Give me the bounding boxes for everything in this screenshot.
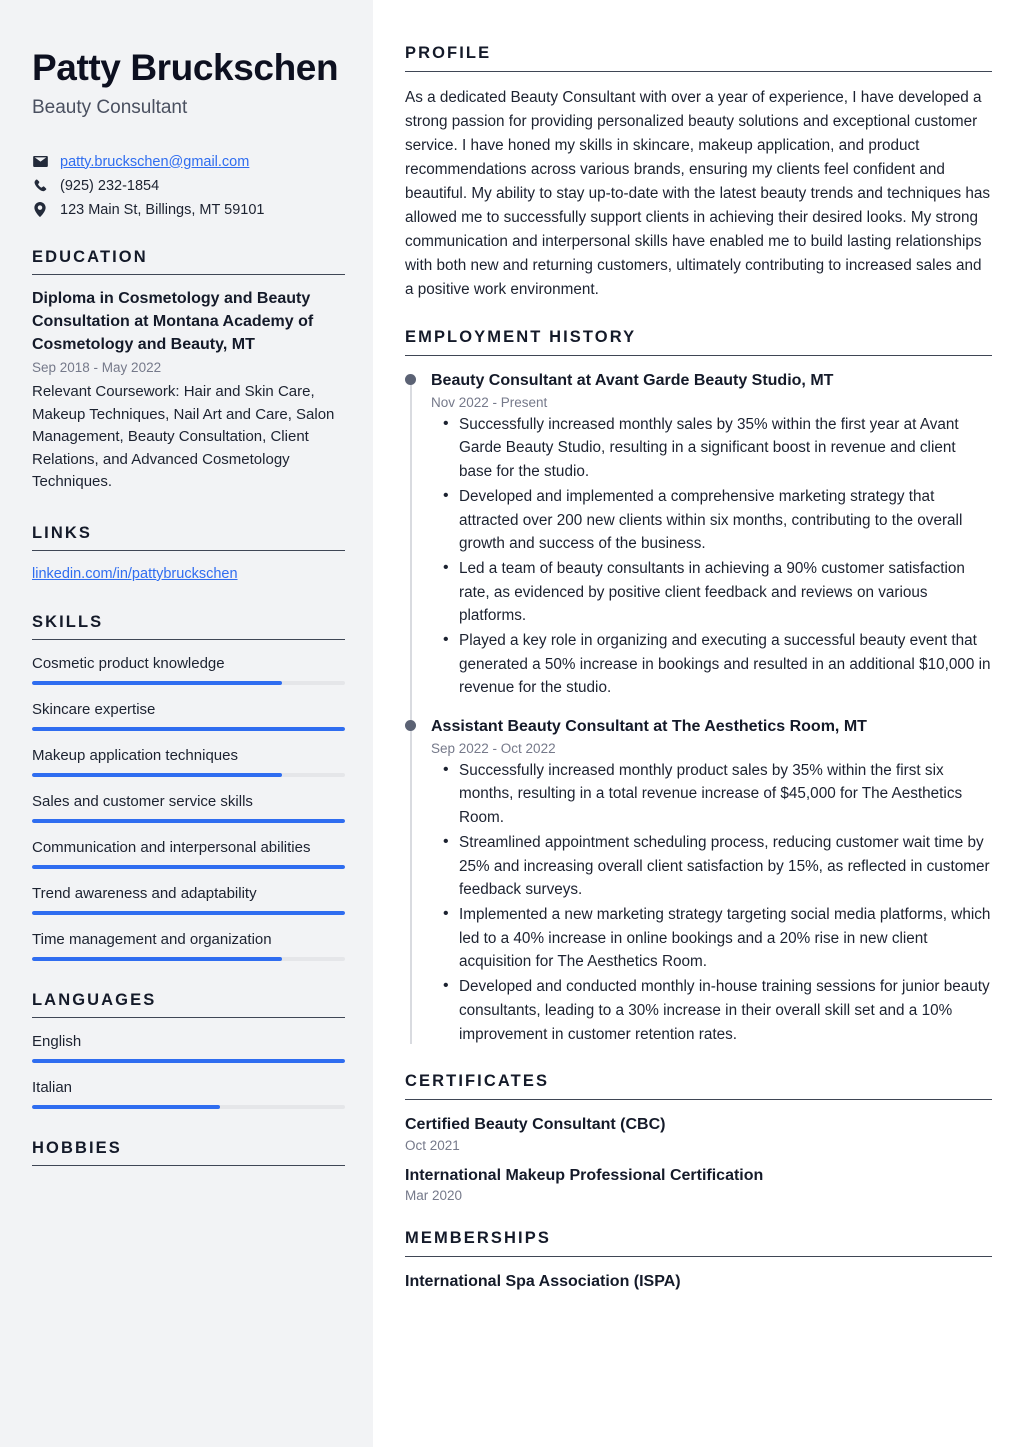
phone-icon: [32, 177, 48, 194]
employment-timeline: [405, 370, 992, 1046]
education-item-description: Relevant Coursework: Hair and Skin Care, Makeup Techniques, Nail Art and Care, Salon Management, Beauty Consultation, Client Relations, and Advanced Cosmetology Techniques.: [32, 383, 335, 491]
skills-section: [32, 613, 345, 961]
skill-level-fill: [32, 727, 345, 731]
employment-job: [431, 370, 992, 700]
contact-phone-text: (925) 232-1854: [60, 177, 160, 194]
skill-level-bar: [32, 681, 345, 685]
skill-level-fill: [32, 957, 282, 961]
language-level-fill: [32, 1105, 220, 1109]
language-level-bar: [32, 1059, 345, 1063]
certificates-section: [405, 1072, 992, 1203]
links-heading: LINKS: [32, 524, 345, 551]
employment-section: [405, 328, 992, 1046]
main-column: [373, 0, 1024, 1447]
job-bullet: • Played a key role in organizing and executing a successful beauty event that generated a 50% increase in bookings and resulted in an additional $10,000 in revenue for the studio.: [431, 629, 992, 700]
certificate-date: Oct 2021: [405, 1137, 460, 1153]
contact-email-row[interactable]: [32, 153, 345, 170]
link-item-linkedin[interactable]: linkedin.com/in/pattybruckschen: [32, 565, 238, 582]
education-item: [32, 288, 345, 494]
skill-level-fill: [32, 819, 345, 823]
skill-label: Cosmetic product knowledge: [32, 654, 225, 672]
skill-level-bar: [32, 957, 345, 961]
education-item-date: Sep 2018 - May 2022: [32, 360, 162, 376]
certificate-item: [405, 1165, 992, 1204]
job-bullet: • Successfully increased monthly sales by 35% within the first year at Avant Garde Beauty Studio, resulting in a significant boost in revenue and client base for the studio.: [431, 413, 992, 484]
language-label: Italian: [32, 1079, 73, 1097]
skill-level-fill: [32, 911, 345, 915]
certificates-list: [405, 1114, 992, 1203]
skill-item: [32, 699, 345, 731]
skill-item: [32, 837, 345, 869]
profile-section: [405, 44, 992, 302]
certificates-heading: CERTIFICATES: [405, 1072, 992, 1100]
education-section: [32, 248, 345, 494]
language-level-bar: [32, 1105, 345, 1109]
contact-block: [32, 153, 345, 218]
job-date: Nov 2022 - Present: [431, 394, 548, 410]
skill-label: Sales and customer service skills: [32, 792, 253, 810]
skill-level-fill: [32, 681, 282, 685]
job-bullet: • Developed and implemented a comprehensive marketing strategy that attracted over 200 new clients within six months, contributing to the overall growth and success of the business.: [431, 485, 992, 556]
contact-email-link[interactable]: patty.bruckschen@gmail.com: [60, 153, 250, 170]
skill-item: [32, 745, 345, 777]
memberships-section: [405, 1229, 992, 1293]
skill-item: [32, 791, 345, 823]
timeline-dot-icon: [405, 720, 416, 731]
contact-address-row: [32, 201, 345, 218]
links-section: [32, 524, 345, 583]
languages-heading: LANGUAGES: [32, 991, 345, 1018]
skill-level-bar: [32, 727, 345, 731]
job-title: Beauty Consultant at Avant Garde Beauty Studio, MT: [431, 372, 834, 390]
candidate-job-title: Beauty Consultant: [32, 97, 188, 119]
certificate-item: [405, 1114, 992, 1153]
education-item-title: Diploma in Cosmetology and Beauty Consultation at Montana Academy of Cosmetology and Beauty, MT: [32, 290, 314, 353]
skill-label: Trend awareness and adaptability: [32, 884, 257, 902]
languages-list: [32, 1031, 345, 1109]
skill-level-bar: [32, 911, 345, 915]
job-bullet: • Streamlined appointment scheduling process, reducing customer wait time by 25% and increasing overall client satisfaction by 15%, as reflected in customer feedback surveys.: [431, 831, 992, 902]
sidebar: [0, 0, 373, 1447]
skills-heading: SKILLS: [32, 613, 345, 640]
skill-level-fill: [32, 773, 282, 777]
memberships-list: [405, 1271, 992, 1293]
skill-level-bar: [32, 773, 345, 777]
employment-job: [431, 716, 992, 1046]
skill-item: [32, 653, 345, 685]
skill-item: [32, 883, 345, 915]
map-pin-icon: [32, 201, 48, 218]
job-date: Sep 2022 - Oct 2022: [431, 740, 556, 756]
skill-level-bar: [32, 865, 345, 869]
skills-list: [32, 653, 345, 961]
skill-level-fill: [32, 865, 345, 869]
timeline-dot-icon: [405, 374, 416, 385]
job-title: Assistant Beauty Consultant at The Aesthetics Room, MT: [431, 718, 867, 736]
certificate-title: Certified Beauty Consultant (CBC): [405, 1116, 666, 1134]
language-label: English: [32, 1033, 82, 1051]
employment-heading: EMPLOYMENT HISTORY: [405, 328, 992, 356]
profile-text: As a dedicated Beauty Consultant with over a year of experience, I have developed a strong passion for providing personalized beauty solutions and exceptional customer service. I have honed my skills in skincare, makeup application, and product recommendations across various brands, ensuring my clients feel confident and beautiful. My ability to stay up-to-date with the latest beauty trends and techniques has allowed me to successfully support clients in achieving their desired looks. My strong communication and interpersonal skills have enabled me to build lasting relationships with both new and returning customers, ultimately contributing to increased sales and a positive work environment.: [405, 89, 991, 299]
skill-label: Time management and organization: [32, 931, 272, 949]
candidate-name: Patty Bruckschen: [32, 47, 339, 88]
membership-title: International Spa Association (ISPA): [405, 1273, 681, 1291]
memberships-heading: MEMBERSHIPS: [405, 1229, 992, 1257]
certificate-title: International Makeup Professional Certification: [405, 1166, 764, 1184]
skill-item: [32, 929, 345, 961]
job-bullet: • Led a team of beauty consultants in achieving a 90% customer satisfaction rate, as evidenced by positive client feedback and reviews on various platforms.: [431, 557, 992, 628]
certificate-date: Mar 2020: [405, 1188, 463, 1204]
skill-label: Communication and interpersonal abilities: [32, 838, 311, 856]
envelope-icon: [32, 153, 48, 170]
language-level-fill: [32, 1059, 345, 1063]
language-item: [32, 1077, 345, 1109]
contact-phone-row: [32, 177, 345, 194]
hobbies-heading: HOBBIES: [32, 1139, 345, 1166]
profile-heading: PROFILE: [405, 44, 992, 72]
languages-section: [32, 991, 345, 1109]
language-item: [32, 1031, 345, 1063]
contact-address-text: 123 Main St, Billings, MT 59101: [60, 201, 265, 218]
skill-level-bar: [32, 819, 345, 823]
education-heading: EDUCATION: [32, 248, 345, 275]
job-bullet: • Implemented a new marketing strategy targeting social media platforms, which led to a 40% increase in online bookings and a 20% rise in new client acquisition for The Aesthetics Room.: [431, 903, 992, 974]
job-bullet: • Successfully increased monthly product sales by 35% within the first six months, resulting in a total revenue increase of $45,000 for The Aesthetics Room.: [431, 759, 992, 830]
hobbies-section: [32, 1139, 345, 1166]
job-bullet-list: [431, 759, 992, 1046]
skill-label: Makeup application techniques: [32, 746, 238, 764]
skill-label: Skincare expertise: [32, 700, 156, 718]
job-bullet-list: [431, 413, 992, 700]
job-bullet: • Developed and conducted monthly in-house training sessions for junior beauty consultants, leading to a 30% increase in their overall skill set and a 10% improvement in customer retention rates.: [431, 975, 992, 1046]
